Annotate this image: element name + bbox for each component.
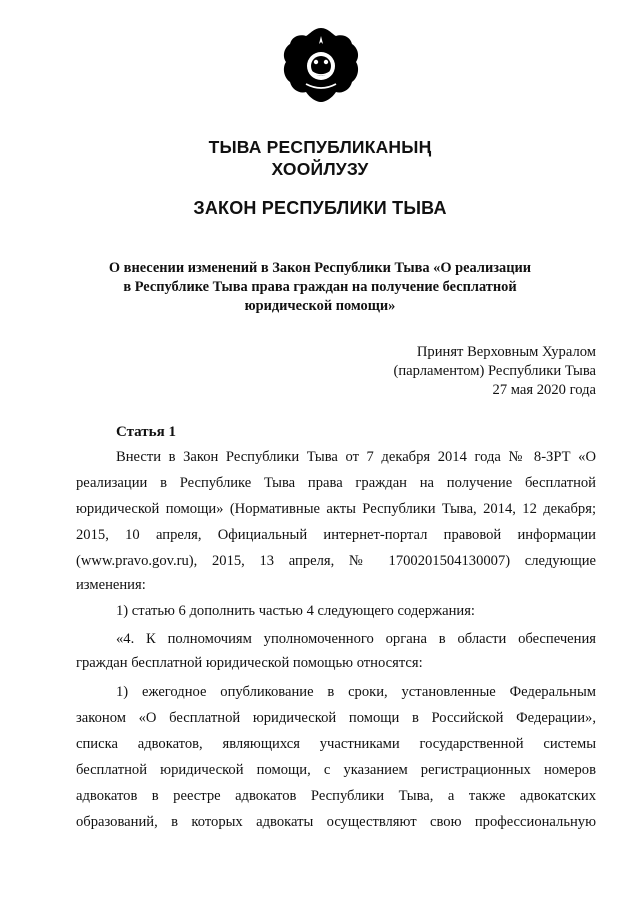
adoption-line: Принят Верховным Хуралом [416, 344, 596, 360]
subject-line: юридической помощи» [244, 298, 396, 314]
header-line-2: ХООЙЛУЗУ [271, 159, 369, 179]
body-line: образований, в которых адвокаты осуществляют свою профессиональную [76, 814, 596, 830]
body-line: списка адвокатов, являющихся участниками государственной системы [76, 736, 596, 752]
body-line: бесплатной юридической помощи, с указанием регистрационных номеров [76, 762, 596, 778]
law-title: ЗАКОН РЕСПУБЛИКИ ТЫВА [193, 198, 447, 218]
adoption-note [393, 343, 596, 400]
body-line: граждан бесплатной юридической помощью относятся: [76, 655, 423, 671]
body-line: 1) статью 6 дополнить частью 4 следующего содержания: [116, 603, 475, 619]
body-line: реализации в Республике Тыва права граждан на получение бесплатной [76, 475, 596, 491]
body-line: юридической помощи» (Нормативные акты Республики Тыва, 2014, 12 декабря; [76, 501, 596, 517]
body-line: 1) ежегодное опубликование в сроки, установленные Федеральным [116, 684, 596, 700]
body-line: (www.pravo.gov.ru), 2015, 13 апреля, № 1700201504130007) следующие [76, 553, 596, 569]
body-line: 2015, 10 апреля, Официальный интернет-портал правовой информации [76, 527, 596, 543]
header-line-1: ТЫВА РЕСПУБЛИКАНЫҢ [208, 137, 432, 157]
adoption-line: (парламентом) Республики Тыва [393, 363, 596, 379]
body-line: изменения: [76, 577, 146, 593]
subject-line: О внесении изменений в Закон Республики Тыва «О реализации [108, 260, 532, 276]
body-line: «4. К полномочиям уполномоченного органа в области обеспечения [116, 631, 596, 647]
subject-line: в Республике Тыва права граждан на получение бесплатной [123, 279, 517, 295]
body-line: Внести в Закон Республики Тыва от 7 декабря 2014 года № 8-ЗРТ «О [116, 449, 596, 465]
body-line: законом «О бесплатной юридической помощи в Российской Федерации», [76, 710, 596, 726]
law-subject [100, 259, 540, 316]
emblem-icon [276, 22, 366, 112]
adoption-date: 27 мая 2020 года [492, 382, 596, 398]
body-line: адвокатов в реестре адвокатов Республики Тыва, а также адвокатских [76, 788, 596, 804]
article-heading: Статья 1 [116, 424, 176, 440]
